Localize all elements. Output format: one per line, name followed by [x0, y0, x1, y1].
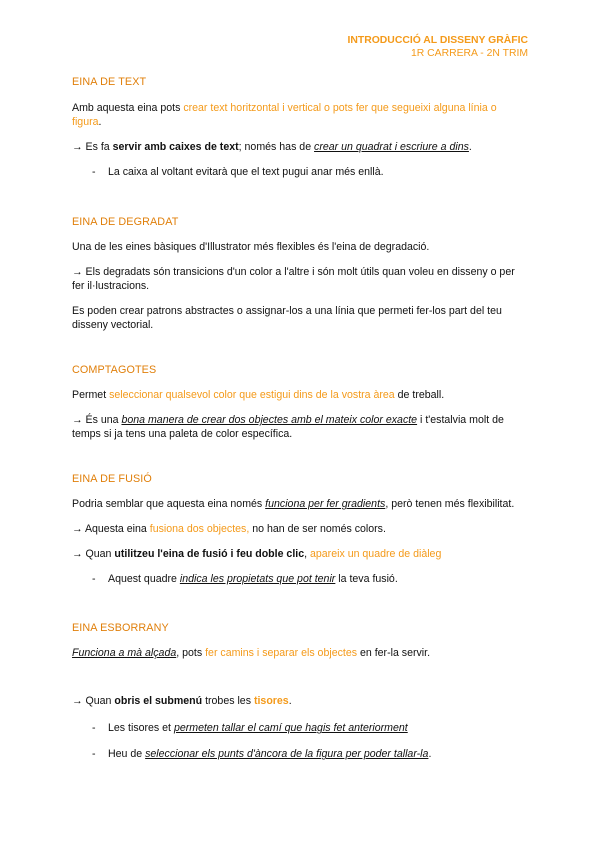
section-title-eyedropper: COMPTAGOTES	[72, 363, 157, 376]
section-title-text-tool: EINA DE TEXT	[72, 75, 147, 88]
underlined-text: indica les propietats que pot tenir	[179, 573, 336, 586]
bullet-dash: -	[92, 748, 96, 761]
gradient-paragraph-2: → Els degradats són transicions d'un color a l'altre i són molt útils quan voleu en disseny o per fer il·lustracions.	[72, 265, 515, 292]
section-title-eraser-tool: EINA ESBORRANY	[72, 622, 169, 635]
text-tool-paragraph-2	[72, 141, 528, 155]
highlight-text: crear text horitzontal i vertical o pots fer que segueixi alguna línia o figura	[72, 101, 497, 128]
text-span: .	[288, 695, 292, 708]
text-span: Aquest quadre	[108, 573, 180, 586]
eraser-paragraph-2	[72, 695, 528, 709]
bold-text: utilitzeu l'eina de fusió i feu doble clic	[114, 548, 305, 561]
blend-bullet-1	[72, 573, 528, 587]
bullet-dash: -	[92, 573, 96, 586]
text-span: → Quan	[72, 695, 115, 708]
eyedropper-paragraph-2	[72, 414, 528, 442]
blend-paragraph-3	[72, 548, 528, 562]
text-span: Permet	[72, 389, 110, 402]
text-tool-paragraph-1	[72, 102, 528, 130]
gradient-paragraph-1: Una de les eines bàsiques d'Illustrator més flexibles és l'eina de degradació.	[72, 241, 430, 253]
underlined-text: permeten tallar el camí que hagis fet anteriorment	[173, 722, 408, 735]
blend-paragraph-2	[72, 523, 528, 537]
text-span: , però tenen més flexibilitat.	[385, 498, 515, 511]
underlined-text: bona manera de crear dos objectes amb el mateix color exacte	[121, 414, 418, 427]
text-span: , pots	[176, 647, 206, 660]
underlined-text: Funciona a mà alçada	[72, 647, 177, 660]
text-span: → Quan	[72, 548, 115, 561]
eraser-bullet-2	[72, 748, 528, 762]
highlight-text: apareix un quadre de diàleg	[310, 548, 442, 561]
document-page	[72, 34, 528, 762]
text-span: trobes les	[202, 695, 254, 708]
text-span: Podria semblar que aquesta eina només	[72, 498, 266, 511]
section-title-blend-tool: EINA DE FUSIÓ	[72, 473, 152, 485]
eraser-paragraph-1	[72, 647, 528, 661]
bullet-text: La caixa al voltant evitarà que el text pugui anar més enllà.	[108, 165, 384, 178]
bold-text: servir amb caixes de text	[112, 140, 239, 153]
highlight-text: fusiona dos objectes,	[149, 523, 250, 536]
text-span: ,	[304, 548, 310, 561]
text-span: → Es fa	[72, 140, 113, 153]
text-span: Heu de	[108, 748, 146, 761]
eyedropper-paragraph-1	[72, 389, 528, 403]
header-subtitle: 1R CARRERA - 2N TRIM	[410, 48, 528, 60]
text-span: Amb aquesta eina pots	[72, 101, 184, 114]
text-span: ; només has de	[238, 140, 315, 153]
text-tool-bullet-1	[72, 166, 528, 180]
text-span: de treball.	[394, 389, 445, 402]
underlined-text: funciona per fer gradients	[265, 498, 386, 511]
text-span: no han de ser només colors.	[249, 523, 386, 536]
highlight-text: fer camins i separar els objectes	[205, 647, 358, 660]
highlight-bold-text: tisores	[253, 695, 289, 708]
text-span: i t'estalvia molt de temps si ja tens una paleta de color específica.	[72, 414, 504, 441]
text-span: .	[428, 748, 432, 761]
text-span: en fer-la servir.	[357, 647, 431, 660]
underlined-text: crear un quadrat i escriure a dins	[314, 140, 469, 153]
blend-paragraph-1	[72, 498, 528, 512]
bullet-dash: -	[92, 722, 96, 735]
document-header	[72, 34, 528, 61]
bullet-dash: -	[92, 165, 96, 178]
text-span: → És una	[72, 414, 122, 427]
text-span: .	[98, 115, 102, 128]
header-title: INTRODUCCIÓ AL DISSENY GRÀFIC	[347, 35, 528, 46]
text-span: → Aquesta eina	[72, 523, 150, 536]
underlined-text: seleccionar els punts d'àncora de la figura per poder tallar-la	[145, 748, 429, 761]
text-span: Les tisores et	[108, 722, 174, 735]
highlight-text: seleccionar qualsevol color que estigui dins de la vostra àrea	[109, 389, 395, 402]
section-title-gradient-tool: EINA DE DEGRADAT	[72, 215, 179, 228]
text-span: .	[468, 140, 472, 153]
eraser-bullet-1	[72, 722, 528, 736]
bold-text: obris el submenú	[114, 695, 203, 708]
gradient-paragraph-3: Es poden crear patrons abstractes o assignar-los a una línia que permeti fer-los part del teu disseny vectorial.	[72, 304, 502, 331]
text-span: la teva fusió.	[335, 573, 398, 586]
